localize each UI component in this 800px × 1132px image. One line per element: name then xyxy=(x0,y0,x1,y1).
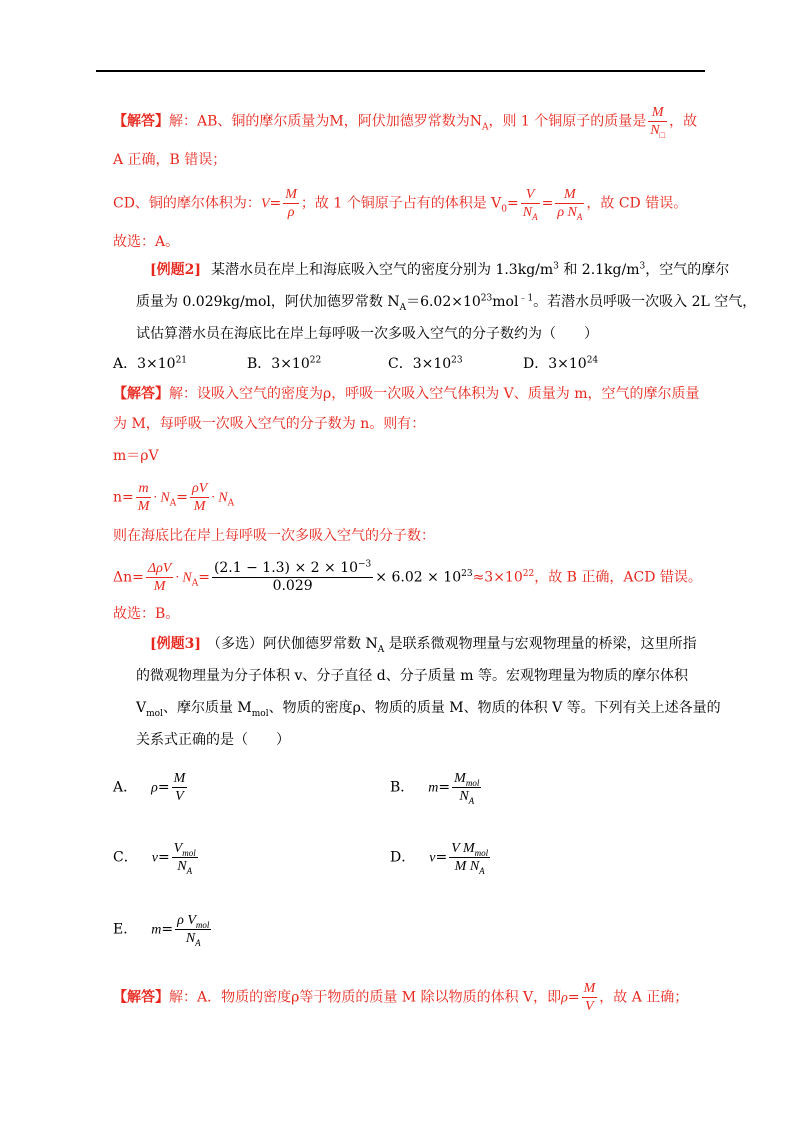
frac-numerator: ΔρV xyxy=(147,561,172,576)
num-text: (2.1 − 1.3) × 2 × 10 xyxy=(213,560,359,576)
equals: = xyxy=(157,779,170,796)
ex3-sub: A xyxy=(377,644,385,655)
frac-numerator: M xyxy=(648,104,667,122)
answer2-line6 xyxy=(113,560,702,595)
answer3-tail: ，故 A 正确； xyxy=(599,989,689,1006)
option-fraction xyxy=(452,770,481,805)
num-text: M xyxy=(454,771,466,786)
ex2-sub: A xyxy=(399,302,407,313)
ex2-option-c[interactable] xyxy=(388,354,463,374)
option-value: 3×10 xyxy=(548,356,587,372)
answer2-line1 xyxy=(113,384,700,404)
option-fraction xyxy=(449,840,490,875)
answer1-line3-mid: ；故 1 个铜原子占有的体积是 V xyxy=(300,195,502,212)
num-text: ρ V xyxy=(177,913,196,928)
ex3-text: （多选）阿伏伽德罗常数 N xyxy=(207,636,378,652)
equals: = xyxy=(157,849,170,866)
answer1-text: 解：AB、铜的摩尔质量为M，阿伏加德罗常数为N xyxy=(169,113,482,130)
frac-denominator xyxy=(449,858,490,875)
ex2-text: ，空气的摩尔 xyxy=(645,262,730,278)
answer1-line3 xyxy=(113,186,687,221)
fraction-v-over-na xyxy=(521,186,540,221)
answer2-text: 解：设吸入空气的密度为ρ，呼吸一次吸入空气体积为 V、质量为 m，空气的摩尔质量 xyxy=(169,386,700,402)
answer1-tail: ，故 xyxy=(669,113,698,130)
den-sub: A xyxy=(576,211,583,222)
equals: = xyxy=(435,849,448,866)
num-text: V xyxy=(173,841,183,856)
frac-numerator xyxy=(175,912,211,930)
den-sub: A xyxy=(186,865,193,876)
example3-line3 xyxy=(136,698,721,718)
num-sub: mol xyxy=(465,777,480,788)
equals: = xyxy=(176,489,188,506)
answer2-line2: 为 M，每呼吸一次吸入空气的分子数为 n。则有： xyxy=(113,416,426,432)
frac-numerator xyxy=(449,840,490,858)
fraction-m-over-na xyxy=(648,104,667,139)
example2-label: [例题2] xyxy=(150,262,201,278)
frac-denominator: M xyxy=(193,499,206,514)
symbol-v: V xyxy=(260,196,270,212)
frac-numerator: M xyxy=(173,771,186,786)
frac-denominator: M xyxy=(137,499,150,514)
answer1-text-cont: ，则 1 个铜原子的质量是 xyxy=(488,113,647,130)
n-equals: n= xyxy=(113,489,134,506)
answer1-sub: A xyxy=(481,122,489,133)
den-sub: A xyxy=(468,795,475,806)
ex3-text: 是联系微观物理量与宏观物理量的桥梁，这里所指 xyxy=(384,636,697,652)
ex3-option-e[interactable] xyxy=(113,912,213,947)
dot-na: · N xyxy=(153,490,170,506)
frac-denominator xyxy=(172,858,198,875)
fraction-calculation xyxy=(212,560,373,595)
den-text: N xyxy=(650,123,660,138)
ex2-option-b[interactable] xyxy=(247,354,321,374)
option-lhs: m xyxy=(428,780,439,796)
option-lhs: v xyxy=(429,850,436,866)
ex3-option-c[interactable] xyxy=(113,840,200,875)
equals: = xyxy=(161,921,174,938)
option-value: 3×10 xyxy=(137,356,176,372)
dot-na: · N xyxy=(211,490,228,506)
fraction-m-over-M xyxy=(136,480,152,515)
frac-denominator xyxy=(555,204,584,221)
multiplier: × 6.02 × 10 xyxy=(375,569,462,586)
num-sub: mol xyxy=(195,919,210,930)
option-lhs: m xyxy=(151,922,162,938)
frac-numerator: M xyxy=(583,981,596,996)
ex3-option-a[interactable] xyxy=(113,770,189,805)
answer-tag: 【解答】 xyxy=(113,386,169,402)
answer2-line3: m＝ρV xyxy=(113,448,159,464)
sup-23: 23 xyxy=(461,568,473,579)
example3-line4: 关系式正确的是（ ） xyxy=(136,732,290,748)
option-label: D． xyxy=(523,356,549,372)
den-text: ρ N xyxy=(557,205,577,220)
equals: = xyxy=(541,195,554,212)
ex2-sup: ﹣1 xyxy=(518,293,534,304)
header-rule xyxy=(96,70,705,72)
ex3-text: 、物质的密度ρ、物质的质量 M、物质的体积 V 等。下列有关上述各量的 xyxy=(268,700,721,716)
option-exp: 22 xyxy=(309,355,322,366)
ex2-sup: 3 xyxy=(639,261,646,272)
option-label: C． xyxy=(388,356,413,372)
option-label: A． xyxy=(113,779,138,796)
fraction-m-over-rho xyxy=(283,186,299,221)
frac-denominator: V xyxy=(175,789,184,804)
example3-line2: 的微观物理量为分子体积 v、分子直径 d、分子质量 m 等。宏观物理量为物质的摩尔体积 xyxy=(136,668,688,684)
option-value: 3×10 xyxy=(271,356,310,372)
approx-result: ≈3×10 xyxy=(472,569,523,586)
example2-line2 xyxy=(136,292,756,312)
frac-numerator: m xyxy=(136,480,152,498)
ex2-sup: 3 xyxy=(553,261,559,272)
ex2-option-a[interactable] xyxy=(113,354,187,374)
sub-a: A xyxy=(227,498,235,509)
answer1-line2: A 正确，B 错误； xyxy=(113,152,227,168)
frac-numerator xyxy=(452,770,481,788)
frac-numerator: V xyxy=(521,186,540,204)
answer3-line1 xyxy=(113,980,688,1015)
sub-a: A xyxy=(169,498,177,509)
ex2-text: 。若潜水员呼吸一次吸入 2L 空气， xyxy=(533,294,757,310)
option-exp: 21 xyxy=(175,355,188,366)
den-sub: A xyxy=(532,211,538,222)
dot-na: · N xyxy=(175,570,192,586)
symbol-rho: ρ xyxy=(561,990,568,1006)
ex2-option-d[interactable] xyxy=(523,354,598,374)
ex2-text: 和 2.1kg/m xyxy=(558,262,640,278)
answer2-line4 xyxy=(113,480,234,515)
example2-line3: 试估算潜水员在海底比在岸上每呼吸一次多吸入空气的分子数约为（ ） xyxy=(136,326,598,342)
answer1-line3-text: CD、铜的摩尔体积为： xyxy=(113,195,261,212)
frac-denominator xyxy=(452,788,481,805)
equals: = xyxy=(198,569,210,586)
answer2-line6-tail: ，故 B 正确，ACD 错误。 xyxy=(534,569,702,586)
frac-denominator xyxy=(175,930,211,947)
option-exp: 24 xyxy=(586,355,599,366)
frac-denominator: M xyxy=(153,579,166,594)
num-text: V M xyxy=(451,841,475,856)
option-fraction xyxy=(175,912,211,947)
frac-numerator: M xyxy=(285,187,297,202)
answer1-line3-tail: ，故 CD 错误。 xyxy=(586,195,688,212)
num-sub: mol xyxy=(182,847,196,858)
ex3-sub: mol xyxy=(146,708,163,719)
option-label: A． xyxy=(113,356,138,372)
example2-line1 xyxy=(150,260,729,280)
option-fraction xyxy=(172,840,198,875)
option-label: B． xyxy=(247,356,272,372)
fraction-delta-rhov-over-M xyxy=(146,560,174,595)
example3-line1 xyxy=(150,634,697,654)
sub-zero: 0 xyxy=(501,204,508,215)
answer1-conclusion: 故选：A。 xyxy=(113,234,180,250)
equals: = xyxy=(507,195,519,212)
frac-denominator: ρ xyxy=(287,205,295,220)
frac-numerator: M xyxy=(555,186,584,204)
den-text: N xyxy=(177,859,187,874)
frac-numerator xyxy=(212,560,373,578)
ex3-option-d[interactable] xyxy=(390,840,492,875)
frac-numerator xyxy=(172,840,198,858)
frac-denominator xyxy=(648,122,667,139)
equals: = xyxy=(438,779,451,796)
fraction-m-over-v xyxy=(582,980,598,1015)
sup-22: 22 xyxy=(522,568,535,579)
frac-denominator: 0.029 xyxy=(272,578,313,594)
ex2-text: mol xyxy=(492,294,519,310)
frac-denominator: V xyxy=(585,999,594,1014)
ex3-sub: mol xyxy=(251,708,269,719)
den-sub: A xyxy=(479,865,485,876)
option-label: C． xyxy=(113,849,138,866)
equals: = xyxy=(269,195,282,212)
den-sub: A xyxy=(195,937,201,948)
ex2-sup: 23 xyxy=(480,293,493,304)
delta-n-equals: Δn= xyxy=(113,569,144,586)
den-text: N xyxy=(522,205,533,220)
num-sup: −3 xyxy=(358,559,372,570)
answer-tag: 【解答】 xyxy=(113,113,169,130)
option-exp: 23 xyxy=(451,355,463,366)
fraction-rhov-over-M xyxy=(190,480,209,515)
equals: = xyxy=(567,989,580,1006)
ex2-text: ＝6.02×10 xyxy=(406,294,481,310)
answer1-line1 xyxy=(113,104,697,139)
frac-numerator: ρV xyxy=(192,481,208,496)
option-value: 3×10 xyxy=(412,356,452,372)
frac-denominator xyxy=(521,204,540,221)
ex2-text: 质量为 0.029kg/mol，阿伏加德罗常数 N xyxy=(136,294,400,310)
sub-a: A xyxy=(191,578,199,589)
option-fraction xyxy=(172,770,188,805)
ex3-text: 、摩尔质量 M xyxy=(162,700,252,716)
ex2-text: 某潜水员在岸上和海底吸入空气的密度分别为 1.3kg/m xyxy=(211,262,554,278)
ex3-text: V xyxy=(136,700,147,716)
den-text: M N xyxy=(454,859,480,874)
option-lhs: v xyxy=(151,850,158,866)
den-text: N xyxy=(185,931,196,946)
answer2-line5: 则在海底比在岸上每呼吸一次多吸入空气的分子数： xyxy=(113,528,435,544)
answer-tag: 【解答】 xyxy=(113,989,169,1006)
answer2-conclusion: 故选：B。 xyxy=(113,606,180,622)
option-label: E． xyxy=(113,921,138,938)
ex3-option-b[interactable] xyxy=(390,770,483,805)
den-text: N xyxy=(459,789,469,804)
num-sub: mol xyxy=(474,847,489,858)
answer3-text: 解：A．物质的密度ρ等于物质的质量 M 除以物质的体积 V，即 xyxy=(169,989,562,1006)
option-label: D． xyxy=(390,849,416,866)
option-lhs: ρ xyxy=(151,780,158,796)
fraction-m-over-rho-na xyxy=(555,186,584,221)
den-sub: □ xyxy=(659,129,666,140)
example3-label: [例题3] xyxy=(150,636,201,652)
option-label: B． xyxy=(390,779,415,796)
